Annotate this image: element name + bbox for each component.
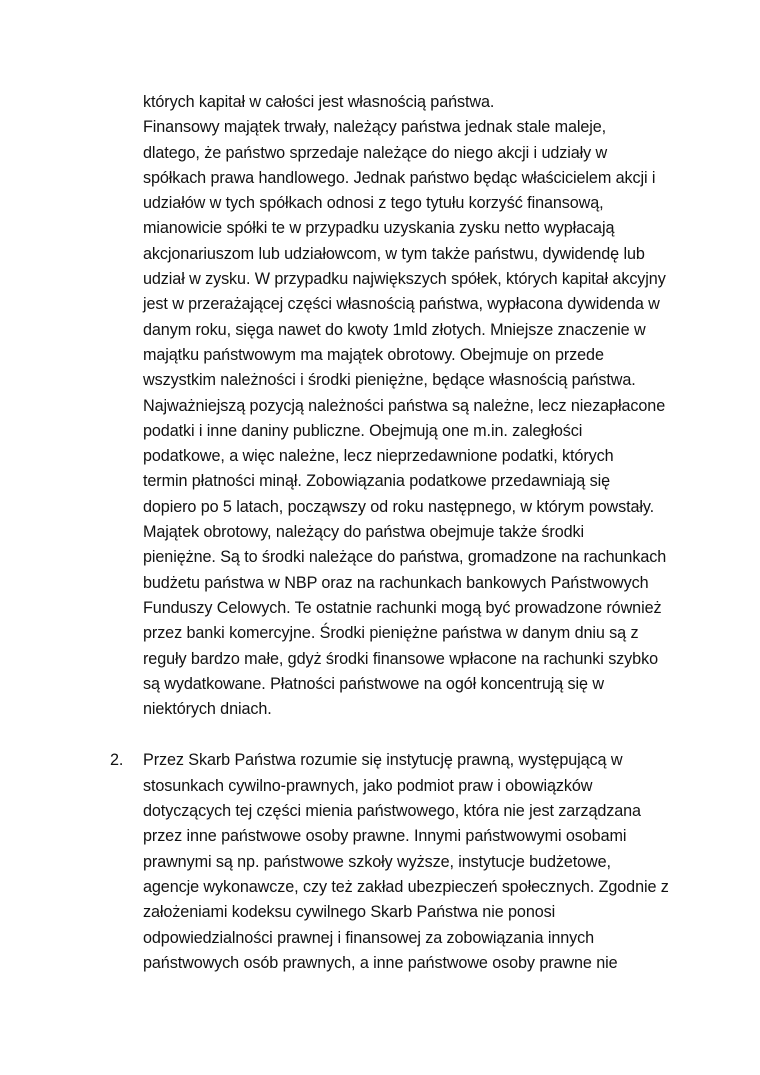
text-line: dlatego, że państwo sprzedaje należące do niego akcji i udziały w [143,143,608,162]
text-line: udział w zysku. W przypadku największych spółek, których kapitał akcyjny [143,270,666,289]
text-line: podatkowe, a więc należne, lecz nieprzedawnione podatki, których [143,447,614,466]
text-line: Majątek obrotowy, należący do państwa obejmuje także środki [143,523,584,542]
text-line: danym roku, sięga nawet do kwoty 1mld złotych. Mniejsze znaczenie w [143,320,646,339]
text-line: są wydatkowane. Płatności państwowe na ogół koncentrują się w [143,674,604,693]
text-line: akcjonariuszom lub udziałowcom, w tym także państwu, dywidendę lub [143,244,645,263]
text-line: pieniężne. Są to środki należące do państwa, gromadzone na rachunkach [143,548,667,567]
text-line: stosunkach cywilno-prawnych, jako podmiot praw i obowiązków [143,776,593,795]
text-line: przez inne państwowe osoby prawne. Innymi państwowymi osobami [143,827,627,846]
text-line: przez banki komercyjne. Środki pieniężne państwa w danym dniu są z [143,624,639,643]
text-line: założeniami kodeksu cywilnego Skarb Państwa nie ponosi [143,903,556,922]
text-line: spółkach prawa handlowego. Jednak państwo będąc właścicielem akcji i [143,168,656,187]
text-line: termin płatności minął. Zobowiązania podatkowe przedawniają się [143,472,610,491]
text-line: odpowiedzialności prawnej i finansowej za zobowiązania innych [143,928,595,947]
text-line: wszystkim należności i środki pieniężne, będące własnością państwa. [143,371,636,390]
text-line: niektórych dniach. [143,700,272,719]
text-line: dopiero po 5 latach, począwszy od roku następnego, w którym powstały. [143,497,655,516]
text-line: dotyczących tej części mienia państwowego, która nie jest zarządzana [143,802,641,821]
text-line: udziałów w tych spółkach odnosi z tego tytułu korzyść finansową, [143,194,604,213]
text-line: majątku państwowym ma majątek obrotowy. Obejmuje on przede [143,345,604,364]
text-line: Przez Skarb Państwa rozumie się instytucję prawną, występującą w [143,751,623,770]
text-line: Finansowy majątek trwały, należący państwa jednak stale maleje, [143,118,607,137]
text-line: jest w przerażającej części własnością państwa, wypłacona dywidenda w [143,295,660,314]
numbered-list-item-2 [110,748,683,976]
paragraph-continued [143,90,683,722]
text-line: podatki i inne daniny publiczne. Obejmują one m.in. zaległości [143,421,583,440]
paragraph-gap [143,722,683,748]
text-line: prawnymi są np. państwowe szkoły wyższe, instytucje budżetowe, [143,852,611,871]
text-line: mianowicie spółki te w przypadku uzyskania zysku netto wypłacają [143,219,615,238]
text-line: Funduszy Celowych. Te ostatnie rachunki mogą być prowadzone również [143,598,662,617]
text-line: agencje wykonawcze, czy też zakład ubezpieczeń społecznych. Zgodnie z [143,877,669,896]
list-number: 2. [110,751,124,770]
text-line: reguły bardzo małe, gdyż środki finansowe wpłacone na rachunki szybko [143,649,658,668]
text-line: budżetu państwa w NBP oraz na rachunkach bankowych Państwowych [143,573,649,592]
text-line: państwowych osób prawnych, a inne państwowe osoby prawne nie [143,953,618,972]
document-text [110,90,683,976]
text-line: Najważniejszą pozycją należności państwa są należne, lecz niezapłacone [143,396,666,415]
text-line: których kapitał w całości jest własnością państwa. [143,93,495,111]
